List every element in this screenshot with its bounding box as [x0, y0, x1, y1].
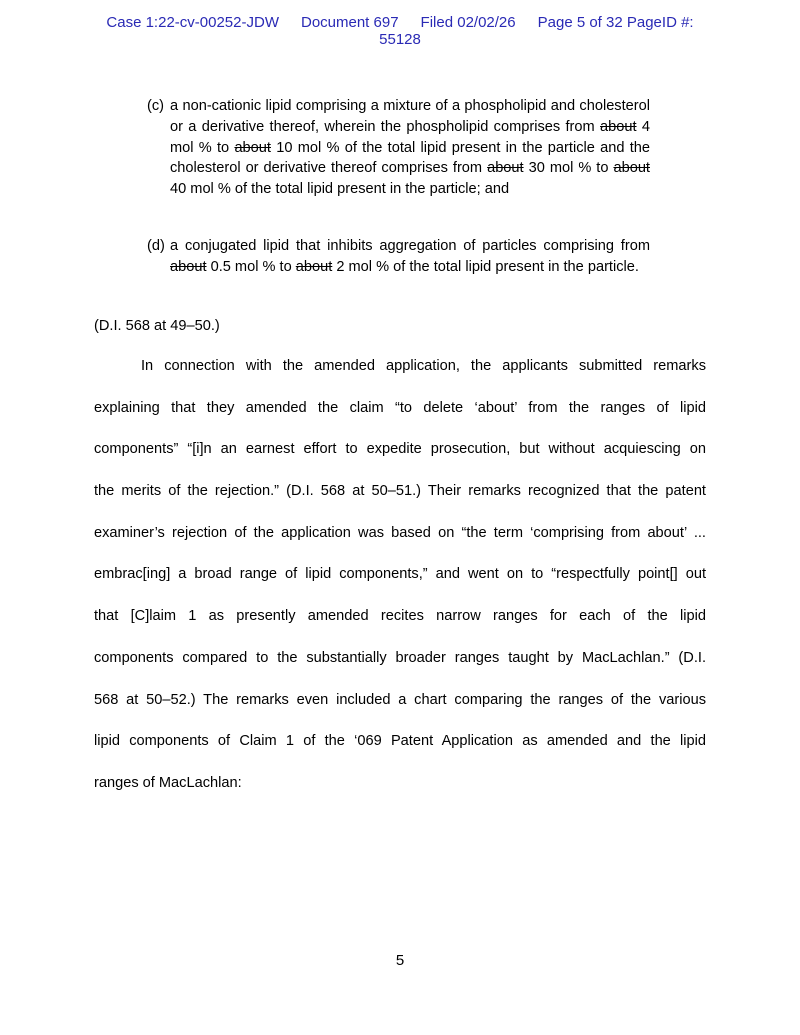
claim-text: 30 mol % to: [523, 160, 614, 177]
case-number: Case 1:22-cv-00252-JDW: [106, 14, 279, 31]
paragraph-line: lipid components of Claim 1 of the ‘069 Patent Application as amended and the lipid: [94, 733, 706, 750]
claim-text: a non-cationic lipid comprising a mixture of a phospholipid and cholesterol or a derivative thereof, wherein the phospholipid comprises from: [170, 98, 650, 135]
struck-word: about: [234, 139, 271, 156]
record-citation: (D.I. 568 at 49–50.): [94, 318, 220, 334]
paragraph-line: 568 at 50–52.) The remarks even included a chart comparing the ranges of the various: [94, 691, 706, 708]
paragraph-line: In connection with the amended application, the applicants submitted remarks: [141, 358, 706, 374]
paragraph-line: examiner’s rejection of the application was based on “the term ‘comprising from about’ ...: [94, 524, 706, 541]
claim-text: 10 mol % of the total lipid present in the particle and the cholesterol or derivative thereof comprises from: [170, 139, 650, 177]
paragraph-line: embrac[ing] a broad range of lipid components,” and went on to “respectfully point[] out: [94, 566, 706, 583]
paragraph-line: explaining that they amended the claim “to delete ‘about’ from the ranges of lipid: [94, 399, 706, 416]
ecf-header: [0, 14, 800, 48]
struck-word: about: [295, 258, 333, 275]
paragraph-line: ranges of MacLachlan:: [94, 774, 242, 791]
filed-date: Filed 02/02/26: [420, 14, 516, 31]
claim-element-label: (c): [147, 98, 165, 114]
struck-word: about: [487, 160, 524, 177]
claim-element-d: [147, 236, 650, 278]
claim-text: 40 mol % of the total lipid present in the particle; and: [170, 181, 510, 198]
claim-text: 0.5 mol % to: [206, 258, 296, 275]
claim-element-c: [147, 96, 650, 200]
paragraph-line: components compared to the substantially broader ranges taught by MacLachlan.” (D.I.: [94, 649, 706, 666]
struck-word: about: [613, 160, 650, 177]
claim-text: 2 mol % of the total lipid present in the particle.: [332, 258, 639, 275]
page-info: Page 5 of 32 PageID #:: [537, 14, 694, 31]
claim-element-label: (d): [147, 238, 165, 254]
claim-text: a conjugated lipid that inhibits aggregation of particles comprising from: [170, 238, 650, 254]
struck-word: about: [600, 118, 637, 135]
page-number: 5: [395, 952, 405, 969]
paragraph-line: components” “[i]n an earnest effort to expedite prosecution, but without acquiescing on: [94, 441, 706, 458]
paragraph-line: the merits of the rejection.” (D.I. 568 at 50–51.) Their remarks recognized that the patent: [94, 483, 706, 500]
document-number: Document 697: [300, 14, 399, 31]
paragraph-line: that [C]laim 1 as presently amended recites narrow ranges for each of the lipid: [94, 608, 706, 625]
claim-text: 4 mol % to: [170, 118, 650, 156]
ecf-header-line-1: [0, 14, 800, 31]
struck-word: about: [170, 258, 207, 275]
body-paragraph: [94, 355, 706, 814]
page-id: 55128: [379, 31, 421, 48]
